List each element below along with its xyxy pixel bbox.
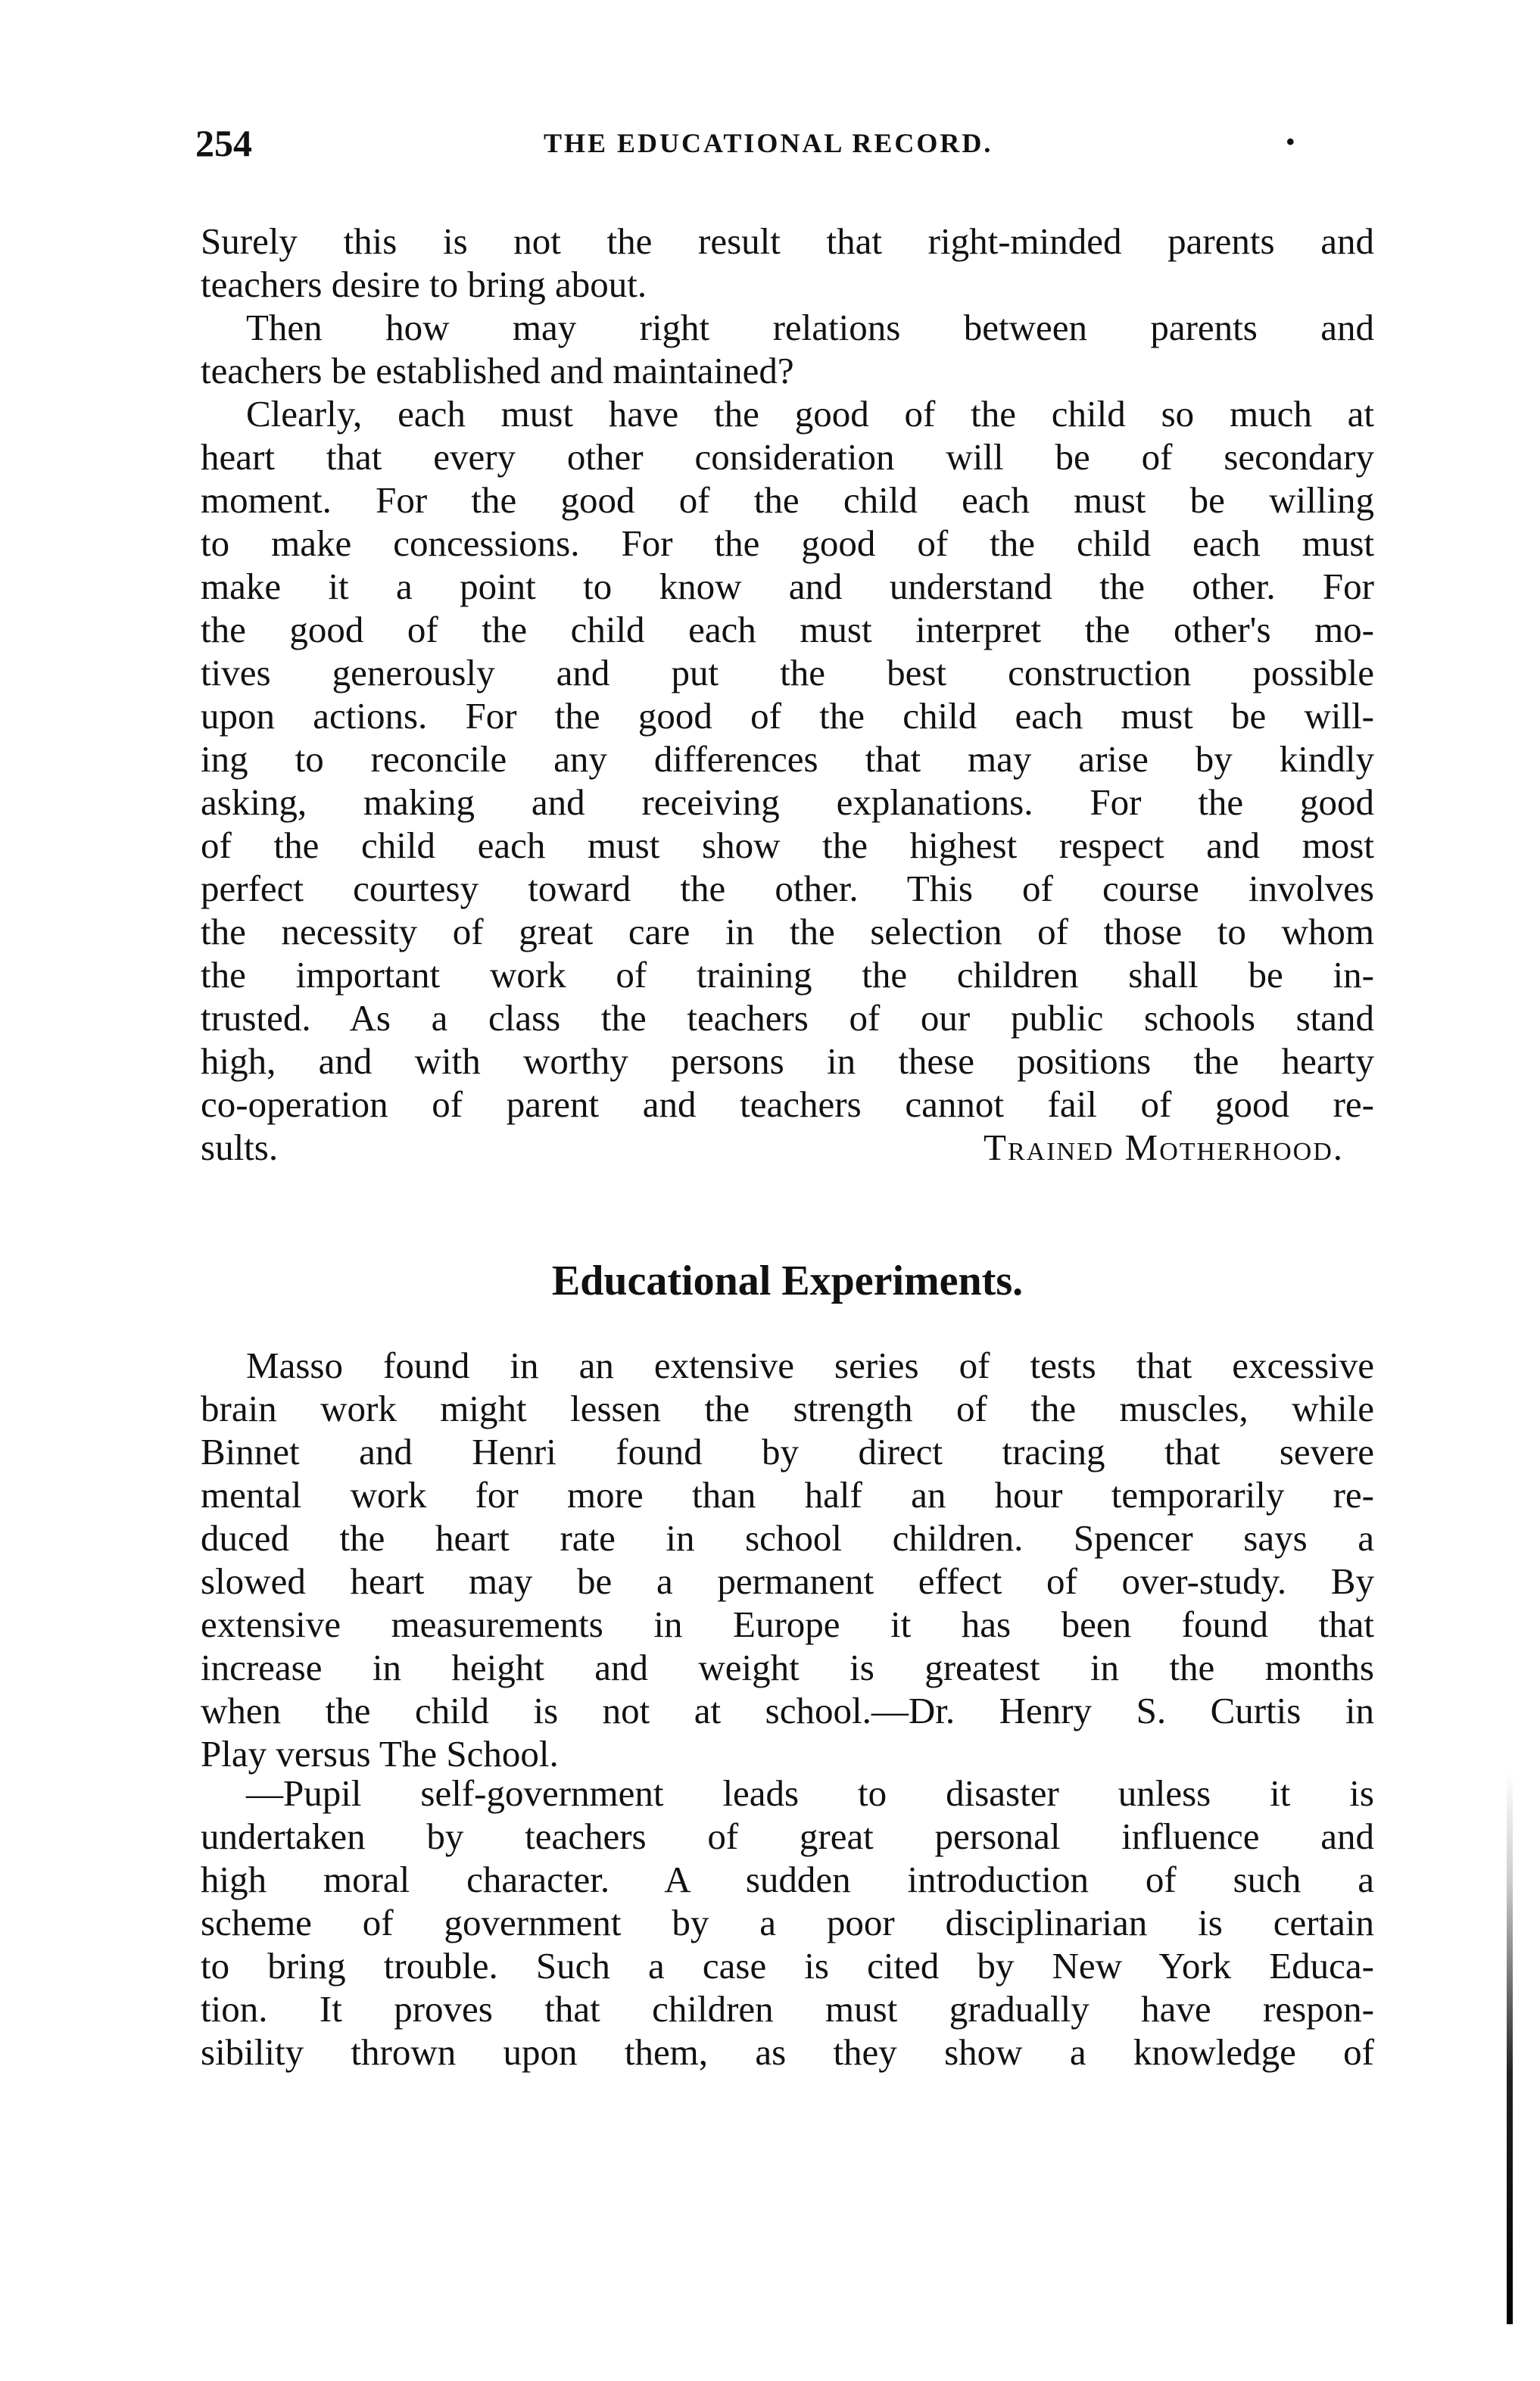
text-line: Then how may right relations between parents and [246, 307, 1374, 348]
text-line: Surely this is not the result that right-minded parents and [201, 220, 1374, 262]
text-line: trusted. As a class the teachers of our public schools stand [201, 997, 1374, 1039]
text-line: Play versus The School. [201, 1733, 559, 1775]
text-line: heart that every other consideration will be of secondary [201, 436, 1374, 478]
text-line: Binnet and Henri found by direct tracing that severe [201, 1431, 1374, 1473]
section-title: Educational Experiments. [551, 1258, 1024, 1304]
text-line: asking, making and receiving explanations. For the good [201, 781, 1374, 823]
text-line: brain work might lessen the strength of the muscles, while [201, 1388, 1374, 1429]
text-line: of the child each must show the highest respect and most [201, 824, 1374, 866]
text-line: Masso found in an extensive series of tests that excessive [246, 1345, 1374, 1386]
paragraph-trained-motherhood [201, 220, 1374, 1169]
text-line: to bring trouble. Such a case is cited by New York Educa- [201, 1945, 1374, 1987]
text-line: undertaken by teachers of great personal influence and [201, 1815, 1374, 1857]
page-header [195, 121, 1376, 174]
text-line: upon actions. For the good of the child each must be will- [201, 695, 1374, 737]
text-line: Clearly, each must have the good of the child so much at [246, 393, 1374, 435]
text-line: slowed heart may be a permanent effect of over-study. By [201, 1560, 1374, 1602]
text-line: the important work of training the children shall be in- [201, 954, 1374, 996]
text-line-end: sults. [201, 1127, 279, 1168]
text-line: the good of the child each must interpret the other's mo- [201, 609, 1374, 650]
text-line: mental work for more than half an hour temporarily re- [201, 1474, 1374, 1516]
text-line: moment. For the good of the child each must be willing [201, 479, 1374, 521]
paragraph-pupil-self-government [201, 1772, 1374, 2074]
header-mark: • [1286, 126, 1295, 157]
attribution-line [201, 1126, 1374, 1169]
text-line: teachers be established and maintained? [201, 350, 794, 391]
text-line: extensive measurements in Europe it has been found that [201, 1603, 1374, 1645]
page-number: 254 [195, 122, 252, 164]
text-line: increase in height and weight is greatest in the months [201, 1647, 1374, 1688]
text-line: tives generously and put the best construction possible [201, 652, 1374, 693]
text-line: teachers desire to bring about. [201, 263, 647, 305]
text-line: to make concessions. For the good of the child each must [201, 522, 1374, 564]
text-line: high, and with worthy persons in these positions the hearty [201, 1040, 1374, 1082]
text-line: co-operation of parent and teachers cannot fail of good re- [201, 1083, 1374, 1125]
text-line: make it a point to know and understand the other. For [201, 566, 1374, 607]
text-line: sibility thrown upon them, as they show a knowledge of [201, 2031, 1374, 2073]
text-line: the necessity of great care in the selection of those to whom [201, 911, 1374, 952]
text-line: —Pupil self-government leads to disaster unless it is [246, 1772, 1374, 1814]
text-line: high moral character. A sudden introduction of such a [201, 1859, 1374, 1900]
running-head: THE EDUCATIONAL RECORD. [544, 128, 993, 158]
text-line: duced the heart rate in school children. Spencer says a [201, 1517, 1374, 1559]
text-line: scheme of government by a poor disciplinarian is certain [201, 1902, 1374, 1943]
margin-scan-mark [1507, 1772, 1513, 2324]
text-line: perfect courtesy toward the other. This of course involves [201, 868, 1374, 909]
attribution: Trained Motherhood. [984, 1127, 1344, 1168]
text-line: tion. It proves that children must gradually have respon- [201, 1988, 1374, 2030]
text-line: when the child is not at school.—Dr. Henry S. Curtis in [201, 1690, 1374, 1731]
paragraph-masso [201, 1344, 1374, 1775]
text-line: ing to reconcile any differences that may arise by kindly [201, 738, 1374, 780]
